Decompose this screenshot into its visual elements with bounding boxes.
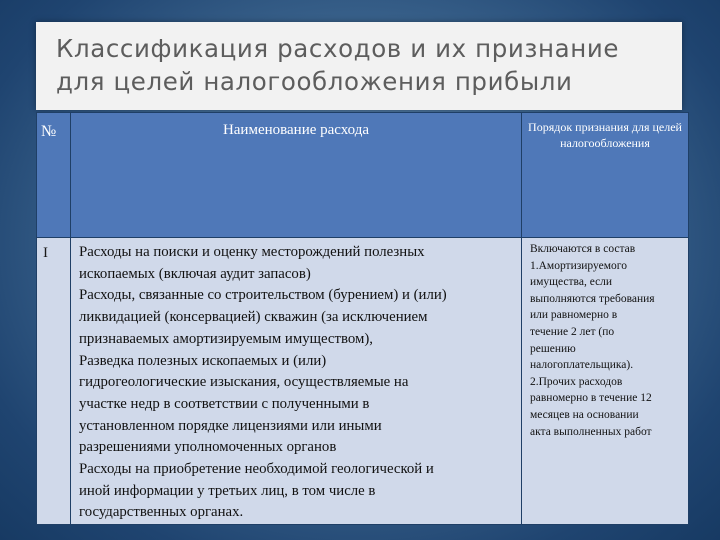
recognition-line: Включаются в состав [530,243,636,255]
table-header-row [37,113,689,238]
expense-name-line: ликвидацией (консервацией) скважин (за исключением [79,309,428,326]
header-expense-name: Наименование расхода [71,113,522,238]
expense-classification-table [36,112,689,525]
expense-name-line: Расходы, связанные со строительством (бурением) и (или) [79,287,447,304]
table-row [37,238,689,525]
row-expense-name [71,238,522,525]
expense-name-line: участке недр в соответствии с полученными в [79,395,370,412]
recognition-line: налогоплательщика). [530,359,634,372]
recognition-line: или равномерно в [530,309,618,322]
header-recognition-order: Порядок признания для целей налогообложения [522,113,689,238]
slide-title-line-2: для целей налогообложения прибыли [56,67,573,96]
recognition-line: течение 2 лет (по [530,325,615,338]
expense-name-line: государственных органах. [79,504,244,521]
expense-name-line: признаваемых амортизируемым имуществом), [79,330,373,347]
expense-name-line: установленном порядке лицензиями или иными [79,417,382,434]
recognition-line: решению [530,342,576,355]
recognition-line: 1.Амортизируемого [530,259,627,272]
expense-name-line: Расходы на поиски и оценку месторождений полезных [79,244,425,260]
recognition-line: выполняются требования [530,292,655,305]
slide-title [56,32,676,98]
recognition-line: месяцев на основании [530,408,639,421]
slide-title-box [36,22,682,110]
row-number: I [37,238,71,525]
expense-name-line: ископаемых (включая аудит запасов) [79,265,311,282]
expense-name-line: гидрогеологические изыскания, осуществляемые на [79,374,409,391]
expense-name-line: разрешениями уполномоченных органов [79,439,337,456]
header-number: № [37,113,71,238]
expense-name-line: Разведка полезных ископаемых и (или) [79,352,327,369]
slide-title-line-1: Классификация расходов и их признание [56,34,620,63]
recognition-line: имущества, если [530,276,613,289]
recognition-line: акта выполненных работ [530,425,652,438]
expense-name-line: иной информации у третьих лиц, в том числе в [79,482,376,499]
expense-name-line: Расходы на приобретение необходимой геологической и [79,461,434,478]
recognition-line: равномерно в течение 12 [530,392,652,405]
row-recognition-order [522,238,689,525]
recognition-line: 2.Прочих расходов [530,375,623,388]
